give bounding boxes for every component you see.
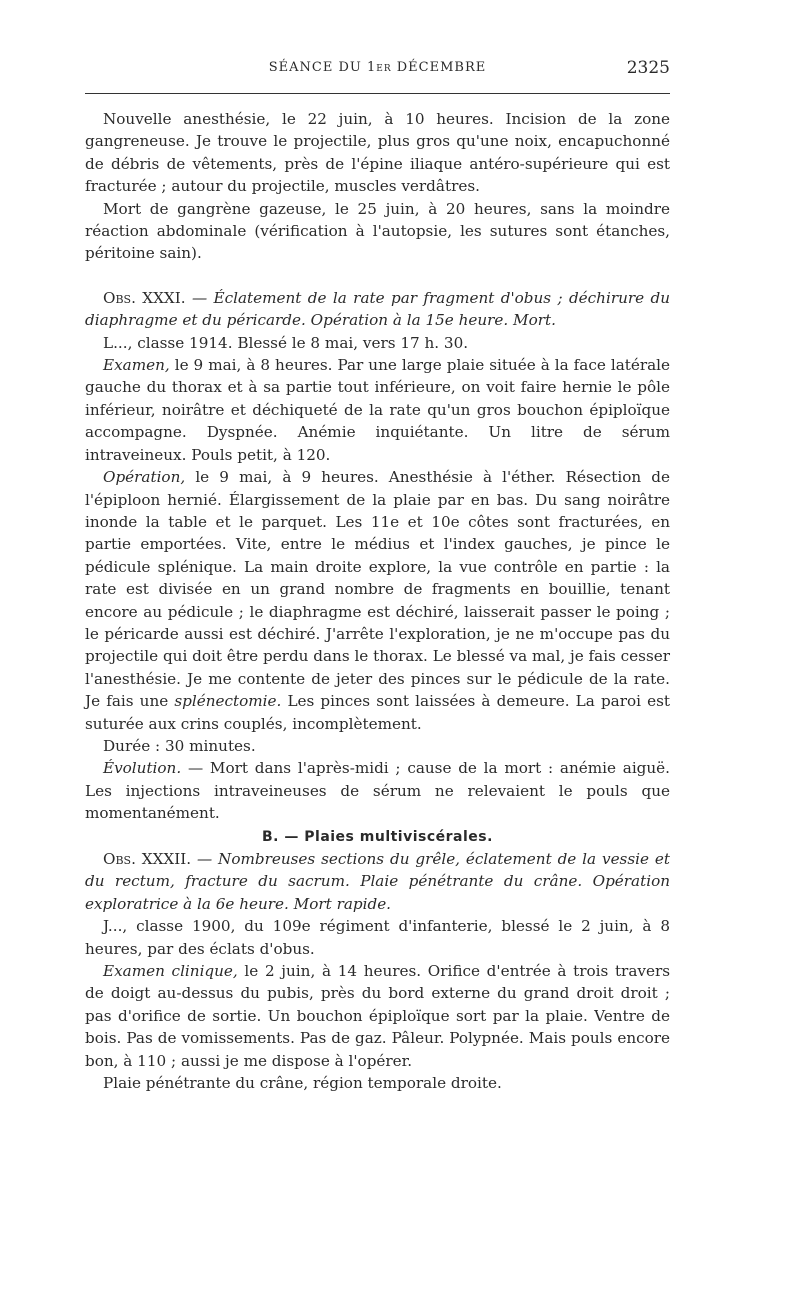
paragraph: Plaie pénétrante du crâne, région temporale droite. [103,1074,502,1093]
body-text [85,108,670,1094]
inline-emphasis: splénectomie. [174,692,282,711]
paragraph-text: — Mort dans l'après-midi ; cause de la mort : anémie aiguë. Les injections intraveineuses de sérum ne relevaient le pouls que momentanément. [85,759,670,823]
observation-label: Obs. XXXI. [103,288,186,307]
paragraph-text: le 9 mai, à 9 heures. Anesthésie à l'éther. Résection de l'épiploon hernié. Élargissement de la plaie par en bas. Du sang noirâtre inonde la table et le parquet. Les 11e et 10e côtes sont fracturées, en partie emportées. Vite, entre le médius et l'index gauches, je pince le pédicule splénique. La main droite explore, la vue contrôle en partie : la rate est divisée en un grand nombre de fragments en bouillie, tenant encore au pédicule ; le diaphragme est déchiré, laisserait passer le poing ; le péricarde aussi est déchiré. J'arrête l'exploration, je ne m'occupe pas du projectile qui doit être perdu dans le thorax. Le blessé va mal, je fais cesser l'anesthésie. Je me contente de jeter des pinces sur le pédicule de la rate. Je fais une [85,468,671,711]
inline-label: Examen clinique, [103,962,238,981]
paragraph-text: Les pinces sont laissées à demeure. La paroi est suturée aux crins couplés, incomplètement. [85,692,670,733]
paragraph [85,757,670,824]
inline-label: Évolution. [103,759,182,778]
section-title [85,825,670,848]
observation-title: — Nombreuses sections du grêle, éclatement de la vessie et du rectum, fracture du sacrum. Plaie pénétrante du crâne. Opération exploratrice à la 6e heure. Mort rapide. [85,850,670,913]
paragraph: Durée : 30 minutes. [103,736,256,755]
section-title-text: B. — Plaies multiviscérales. [262,828,493,845]
page-number: 2325 [626,58,670,78]
observation-heading [85,287,670,332]
paragraph [85,354,670,466]
paragraph-text: le 9 mai, à 8 heures. Par une large plaie située à la face latérale gauche du thorax et à sa partie tout inférieure, on voit faire hernie le pôle inférieur, noirâtre et déchiqueté de la rate qu'un gros bouchon épiploïque accompagne. Dyspnée. Anémie inquiétante. Un litre de sérum intraveineux. Pouls petit, à 120. [85,356,670,464]
paragraph: L..., classe 1914. Blessé le 8 mai, vers 17 h. 30. [103,333,469,352]
paragraph: J..., classe 1900, du 109e régiment d'infanterie, blessé le 2 juin, à 8 heures, par des éclats d'obus. [85,917,670,958]
paragraph [85,466,670,735]
observation-heading [85,848,670,915]
observation-label: Obs. XXXII. [103,850,192,868]
inline-label: Examen, [103,356,170,375]
page-header [85,58,670,82]
paragraph: Nouvelle anesthésie, le 22 juin, à 10 heures. Incision de la zone gangreneuse. Je trouve le projectile, plus gros qu'une noix, encapuchonné de débris de vêtements, près de l'épine iliaque antéro-supérieure qui est fracturée ; autour du projectile, muscles verdâtres. [85,110,670,196]
paragraph-text: le 2 juin, à 14 heures. Orifice d'entrée à trois travers de doigt au-dessus du pubis, près du bord externe du grand droit droit ; pas d'orifice de sortie. Un bouchon épiploïque sort par la plaie. Ventre de bois. Pas de vomissements. Pas de gaz. Pâleur. Polypnée. Mais pouls encore bon, à 110 ; aussi je me dispose à l'opérer. [85,962,670,1070]
paragraph: Mort de gangrène gazeuse, le 25 juin, à 20 heures, sans la moindre réaction abdominale (vérification à l'autopsie, les sutures sont étanches, péritoine sain). [85,199,670,263]
running-title: SÉANCE DU 1er DÉCEMBRE [268,60,487,75]
inline-label: Opération, [103,468,186,487]
header-rule [85,93,670,94]
observation-title: — Éclatement de la rate par fragment d'obus ; déchirure du diaphragme et du péricarde. Opération à la 15e heure. Mort. [85,288,670,330]
paragraph [85,960,670,1072]
